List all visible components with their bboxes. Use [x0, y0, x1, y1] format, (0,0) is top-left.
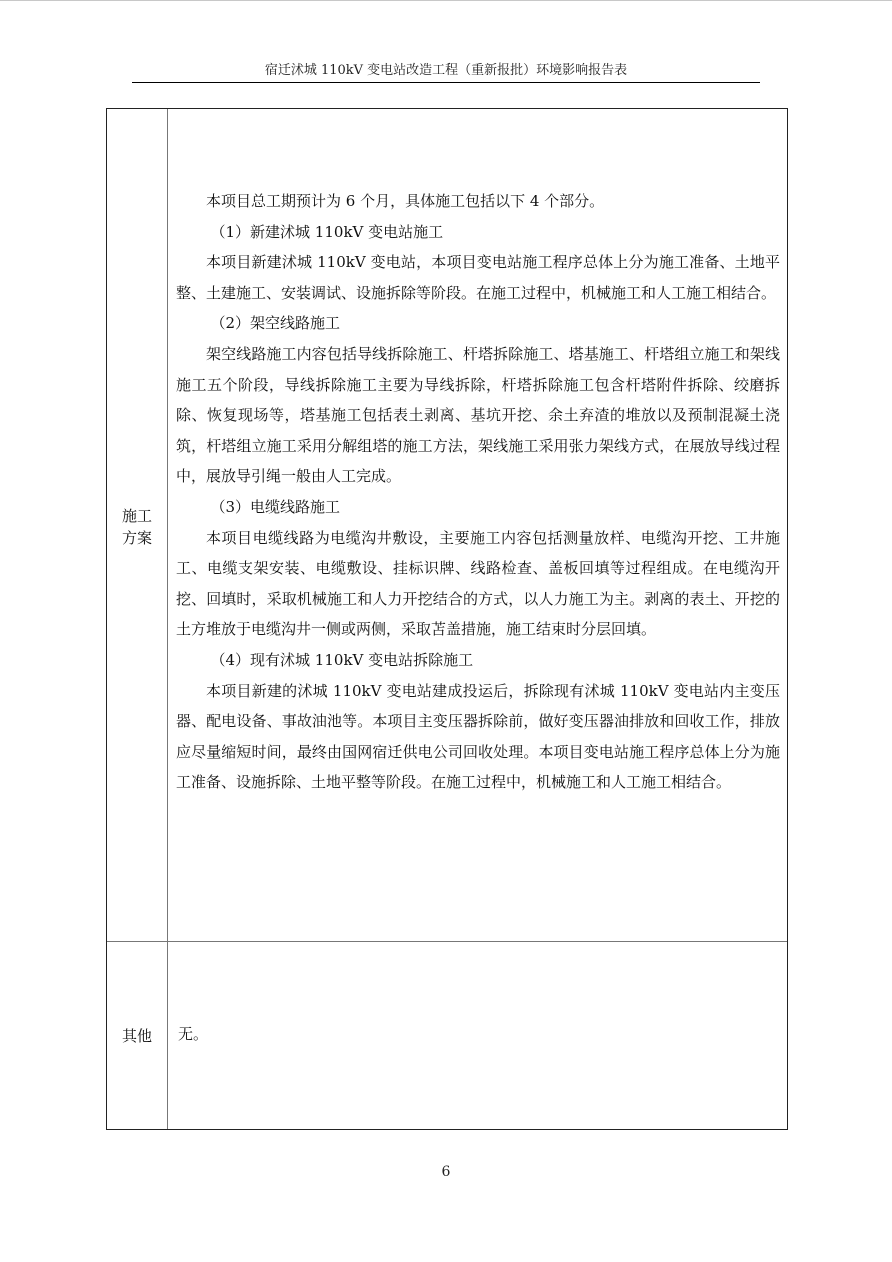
paragraph-cable-line: 本项目电缆线路为电缆沟井敷设，主要施工内容包括测量放样、电缆沟开挖、工井施工、电缆支架安装、电缆敷设、挂标识牌、线路检查、盖板回填等过程组成。在电缆沟开挖、回填时，采取机械施工和人力开挖结合的方式，以人力施工为主。剥离的表土、开挖的土方堆放于电缆沟井一侧或两侧，采取苫盖措施，施工结束时分层回填。 [176, 528, 780, 639]
other-content: 无。 [178, 1025, 209, 1043]
row-label-other [107, 1025, 167, 1047]
row-label-line: 施工 [121, 507, 152, 525]
paragraph-substation-construction: 本项目新建沭城 110kV 变电站，本项目变电站施工程序总体上分为施工准备、土地平整、土建施工、安装调试、设施拆除等阶段。在施工过程中，机械施工和人工施工相结合。 [176, 253, 780, 302]
row-label-construction-plan [107, 505, 167, 549]
subheading-overhead-line: （2）架空线路施工 [210, 314, 341, 333]
paragraph-overhead-line: 架空线路施工内容包括导线拆除施工、杆塔拆除施工、塔基施工、杆塔组立施工和架线施工五个阶段，导线拆除施工主要为导线拆除，杆塔拆除施工包含杆塔附件拆除、绞磨拆除、恢复现场等，塔基施工包括表土剥离、基坑开挖、余土弃渣的堆放以及预制混凝土浇筑，杆塔组立施工采用分解组塔的施工方法，架线施工采用张力架线方式，在展放导线过程中，展放导引绳一般由人工完成。 [176, 344, 780, 486]
header-rule [132, 82, 760, 83]
construction-plan-content [176, 186, 780, 798]
row-label-line: 其他 [121, 1027, 152, 1045]
paragraph-substation-demolition: 本项目新建的沭城 110kV 变电站建成投运后，拆除现有沭城 110kV 变电站内主变压器、配电设备、事故油池等。本项目主变压器拆除前，做好变压器油排放和回收工作，排放应尽量缩短时间，最终由国网宿迁供电公司回收处理。本项目变电站施工程序总体上分为施工准备、设施拆除、土地平整等阶段。在施工过程中，机械施工和人工施工相结合。 [176, 681, 780, 792]
subheading-substation-construction: （1）新建沭城 110kV 变电站施工 [210, 222, 444, 241]
page-top-edge [0, 0, 892, 1]
subheading-cable-line: （3）电缆线路施工 [210, 497, 341, 516]
column-divider [167, 109, 168, 1129]
row-label-line: 方案 [121, 529, 152, 547]
report-table [106, 108, 788, 1130]
subheading-substation-demolition: （4）现有沭城 110kV 变电站拆除施工 [210, 650, 474, 669]
document-header-title: 宿迁沭城 110kV 变电站改造工程（重新报批）环境影响报告表 [264, 63, 628, 78]
row-divider [107, 941, 787, 942]
paragraph-overview: 本项目总工期预计为 6 个月，具体施工包括以下 4 个部分。 [206, 192, 605, 210]
page-number: 6 [441, 1164, 451, 1180]
